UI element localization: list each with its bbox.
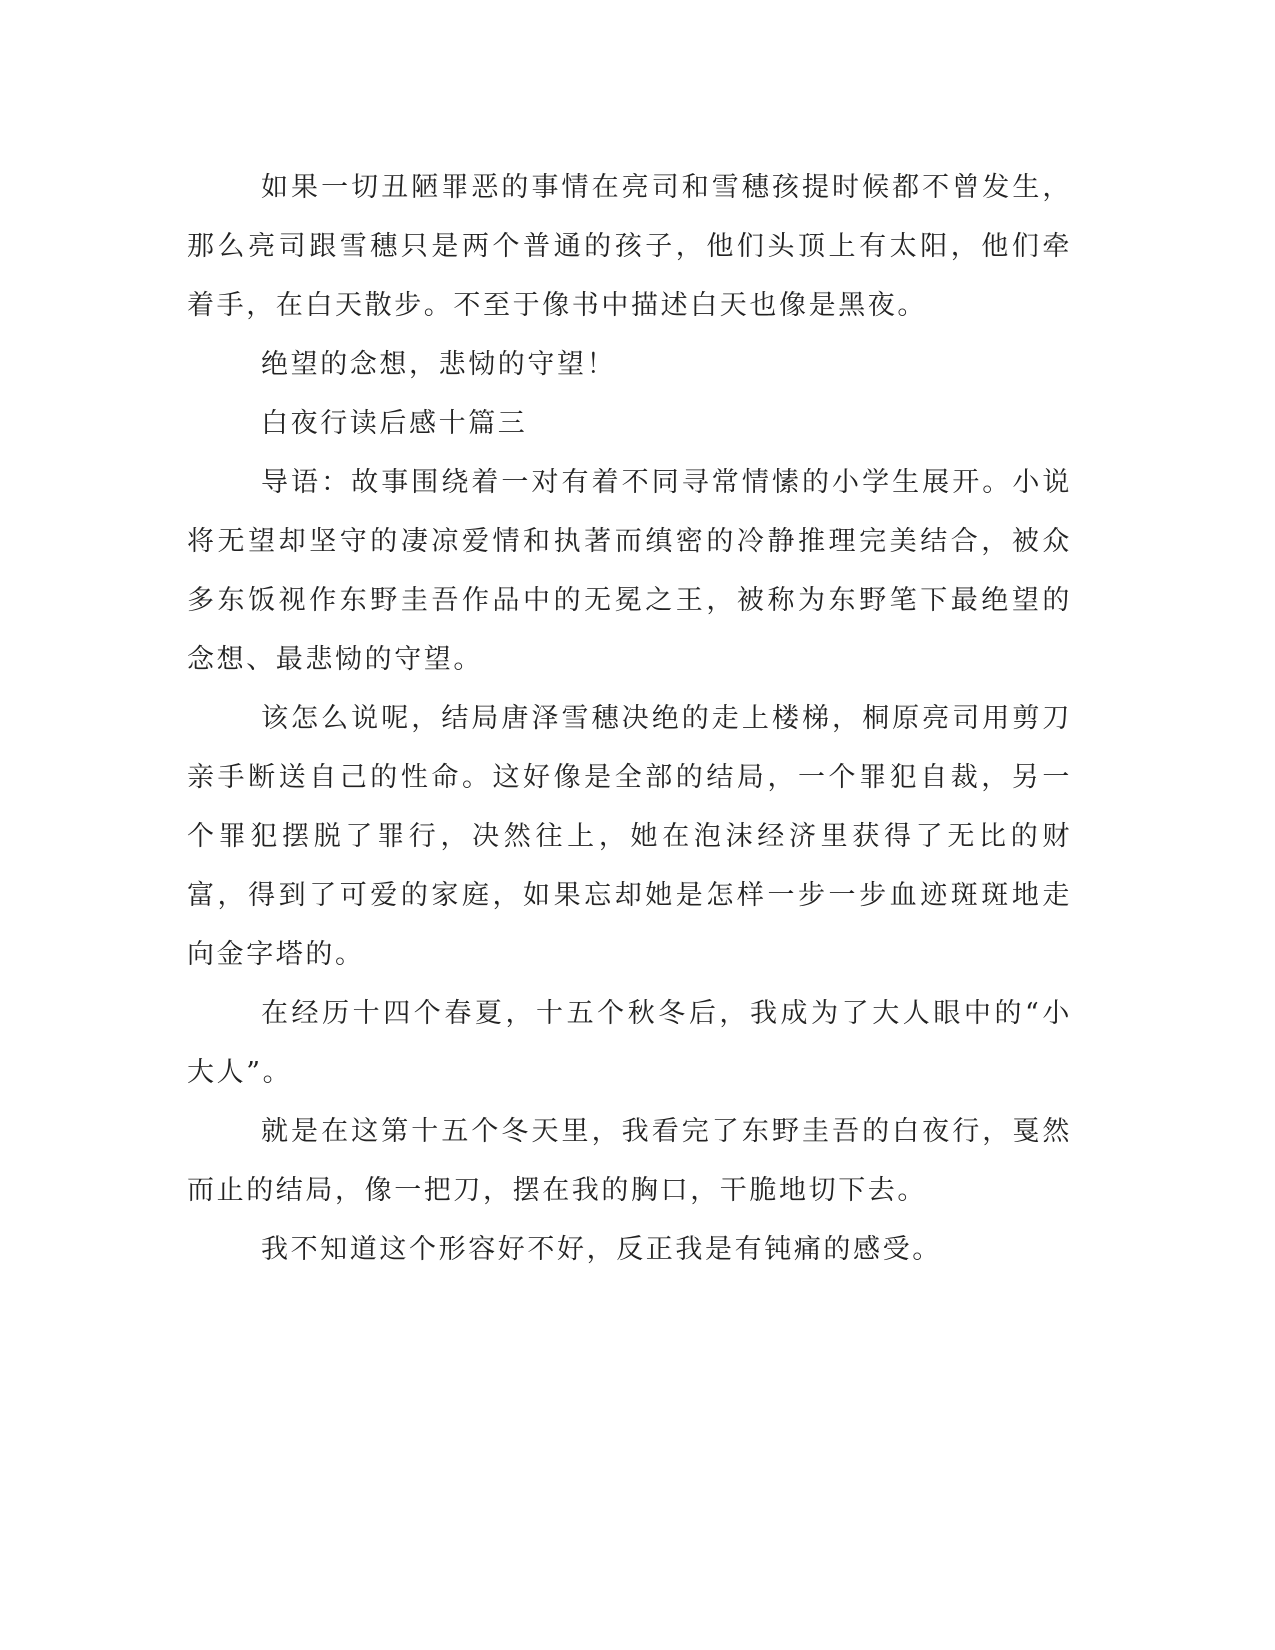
paragraph-despair-line: 绝望的念想，悲恸的守望！ [261, 349, 617, 380]
paragraph-intro: 导语：故事围绕着一对有着不同寻常情愫的小学生展开。小说将无望却坚守的凄凉爱情和执著而缜密的冷静推理完美结合，被众多东饭视作东野圭吾作品中的无冕之王，被称为东野笔下最绝望的念想、最悲恸的守望。 [187, 467, 1072, 675]
paragraph-winter: 就是在这第十五个冬天里，我看完了东野圭吾的白夜行，戛然而止的结局，像一把刀，摆在我的胸口，干脆地切下去。 [187, 1116, 1072, 1206]
paragraph-ending: 该怎么说呢，结局唐泽雪穗决绝的走上楼梯，桐原亮司用剪刀亲手断送自己的性命。这好像是全部的结局，一个罪犯自裁，另一个罪犯摆脱了罪行，决然往上，她在泡沫经济里获得了无比的财富，得到了可爱的家庭，如果忘却她是怎样一步一步血迹斑斑地走向金字塔的。 [187, 703, 1072, 970]
paragraph-childhood: 如果一切丑陋罪恶的事情在亮司和雪穗孩提时候都不曾发生，那么亮司跟雪穗只是两个普通的孩子，他们头顶上有太阳，他们牵着手，在白天散步。不至于像书中描述白天也像是黑夜。 [187, 172, 1072, 321]
paragraph-age: 在经历十四个春夏，十五个秋冬后，我成为了大人眼中的“小大人”。 [187, 998, 1072, 1088]
section-heading: 白夜行读后感十篇三 [261, 408, 528, 439]
document-body [187, 158, 1072, 1279]
paragraph-feeling: 我不知道这个形容好不好，反正我是有钝痛的感受。 [261, 1234, 942, 1265]
